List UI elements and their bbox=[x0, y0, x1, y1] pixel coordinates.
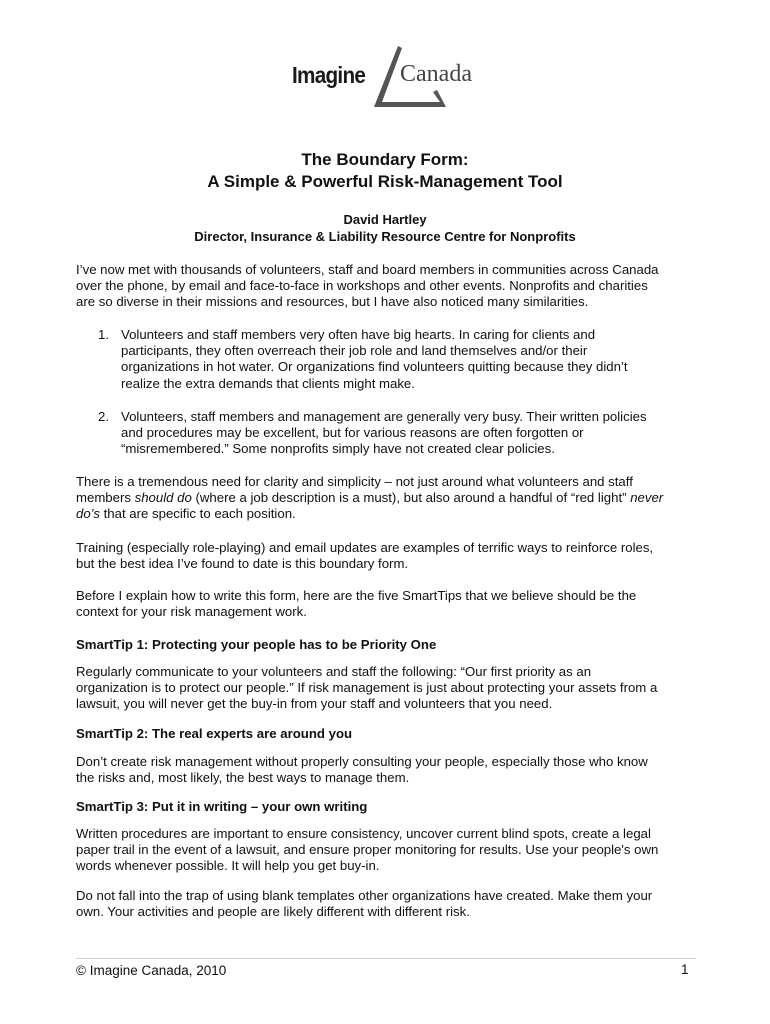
author-name: David Hartley bbox=[343, 212, 427, 227]
page-number: 1 bbox=[681, 962, 689, 977]
logo-word-canada: Canada bbox=[400, 61, 472, 87]
document-title-line2: A Simple & Powerful Risk-Management Tool bbox=[207, 172, 563, 191]
text-line: participants, they often overreach their job role and land themselves and/or their bbox=[121, 343, 588, 359]
smarttip-3-paragraph bbox=[76, 826, 696, 875]
text-line: but the best idea I’ve found to date is this boundary form. bbox=[76, 556, 409, 572]
text-line: lawsuit, you will never get the buy-in from your staff and volunteers that you need. bbox=[76, 696, 553, 712]
text-line: “misremembered.” Some nonprofits simply have not created clear policies. bbox=[121, 441, 555, 457]
text-line: are so diverse in their missions and resources, but I have also noticed many similarities. bbox=[76, 294, 589, 310]
list-number: 1. bbox=[98, 327, 109, 342]
text-line: Written procedures are important to ensure consistency, uncover current blind spots, create a legal bbox=[76, 826, 651, 841]
text-line: Do not fall into the trap of using blank templates other organizations have created. Make them your bbox=[76, 888, 653, 903]
text-line: context for your risk management work. bbox=[76, 604, 307, 620]
text-line: Training (especially role-playing) and email updates are examples of terrific ways to reinforce roles, bbox=[76, 540, 654, 555]
text-line: paper trail in the event of a lawsuit, and ensure proper monitoring for results. Use your people's own bbox=[76, 842, 659, 858]
smarttip-2-heading: SmartTip 2: The real experts are around you bbox=[76, 726, 353, 741]
text-line: Before I explain how to write this form, here are the five SmartTips that we believe should be the bbox=[76, 588, 637, 603]
text-line: Volunteers and staff members very often have big hearts. In caring for clients and bbox=[121, 327, 596, 342]
imagine-canada-logo bbox=[290, 40, 490, 116]
smarttip-1-heading: SmartTip 1: Protecting your people has to be Priority One bbox=[76, 637, 437, 652]
footer-divider bbox=[76, 958, 696, 959]
text-line: Regularly communicate to your volunteers and staff the following: “Our first priority as an bbox=[76, 664, 592, 679]
text-line: words whenever possible. It will help you get buy-in. bbox=[76, 858, 380, 874]
text-line: Don’t create risk management without properly consulting your people, especially those who know bbox=[76, 754, 648, 769]
text-line: members should do (where a job description is a must), but also around a handful of “red light” never bbox=[76, 490, 664, 506]
smarttip-1-paragraph bbox=[76, 664, 696, 713]
text-line: I’ve now met with thousands of volunteers, staff and board members in communities across Canada bbox=[76, 262, 659, 277]
text-line: organizations in hot water. Or organizations find volunteers quitting because they didn’t bbox=[121, 359, 628, 375]
templates-paragraph bbox=[76, 888, 696, 920]
logo-word-imagine: Imagine bbox=[292, 62, 366, 88]
before-paragraph bbox=[76, 588, 696, 620]
text-line: own. Your activities and people are likely different with different risk. bbox=[76, 904, 470, 920]
text-line: do’s that are specific to each position. bbox=[76, 506, 296, 522]
clarity-paragraph bbox=[76, 474, 696, 523]
list-number: 2. bbox=[98, 409, 109, 424]
text-line: Volunteers, staff members and management are generally very busy. Their written policies bbox=[121, 409, 647, 424]
footer-copyright: © Imagine Canada, 2010 bbox=[76, 963, 227, 978]
document-title-line1: The Boundary Form: bbox=[301, 150, 469, 169]
text-line: realize the extra demands that clients might make. bbox=[121, 375, 415, 391]
author-role: Director, Insurance & Liability Resource Centre for Nonprofits bbox=[194, 229, 576, 244]
smarttip-3-heading: SmartTip 3: Put it in writing – your own writing bbox=[76, 799, 368, 814]
text-line: organization is to protect our people.” If risk management is just about protecting your assets from a bbox=[76, 680, 658, 696]
training-paragraph bbox=[76, 540, 696, 572]
text-line: There is a tremendous need for clarity and simplicity – not just around what volunteers and staff bbox=[76, 474, 633, 489]
intro-paragraph bbox=[76, 262, 696, 311]
text-line: and procedures may be excellent, but for various reasons are often forgotten or bbox=[121, 425, 584, 441]
text-line: over the phone, by email and face-to-face in workshops and other events. Nonprofits and charities bbox=[76, 278, 648, 294]
text-line: the risks and, most likely, the best ways to manage them. bbox=[76, 770, 410, 786]
smarttip-2-paragraph bbox=[76, 754, 696, 786]
